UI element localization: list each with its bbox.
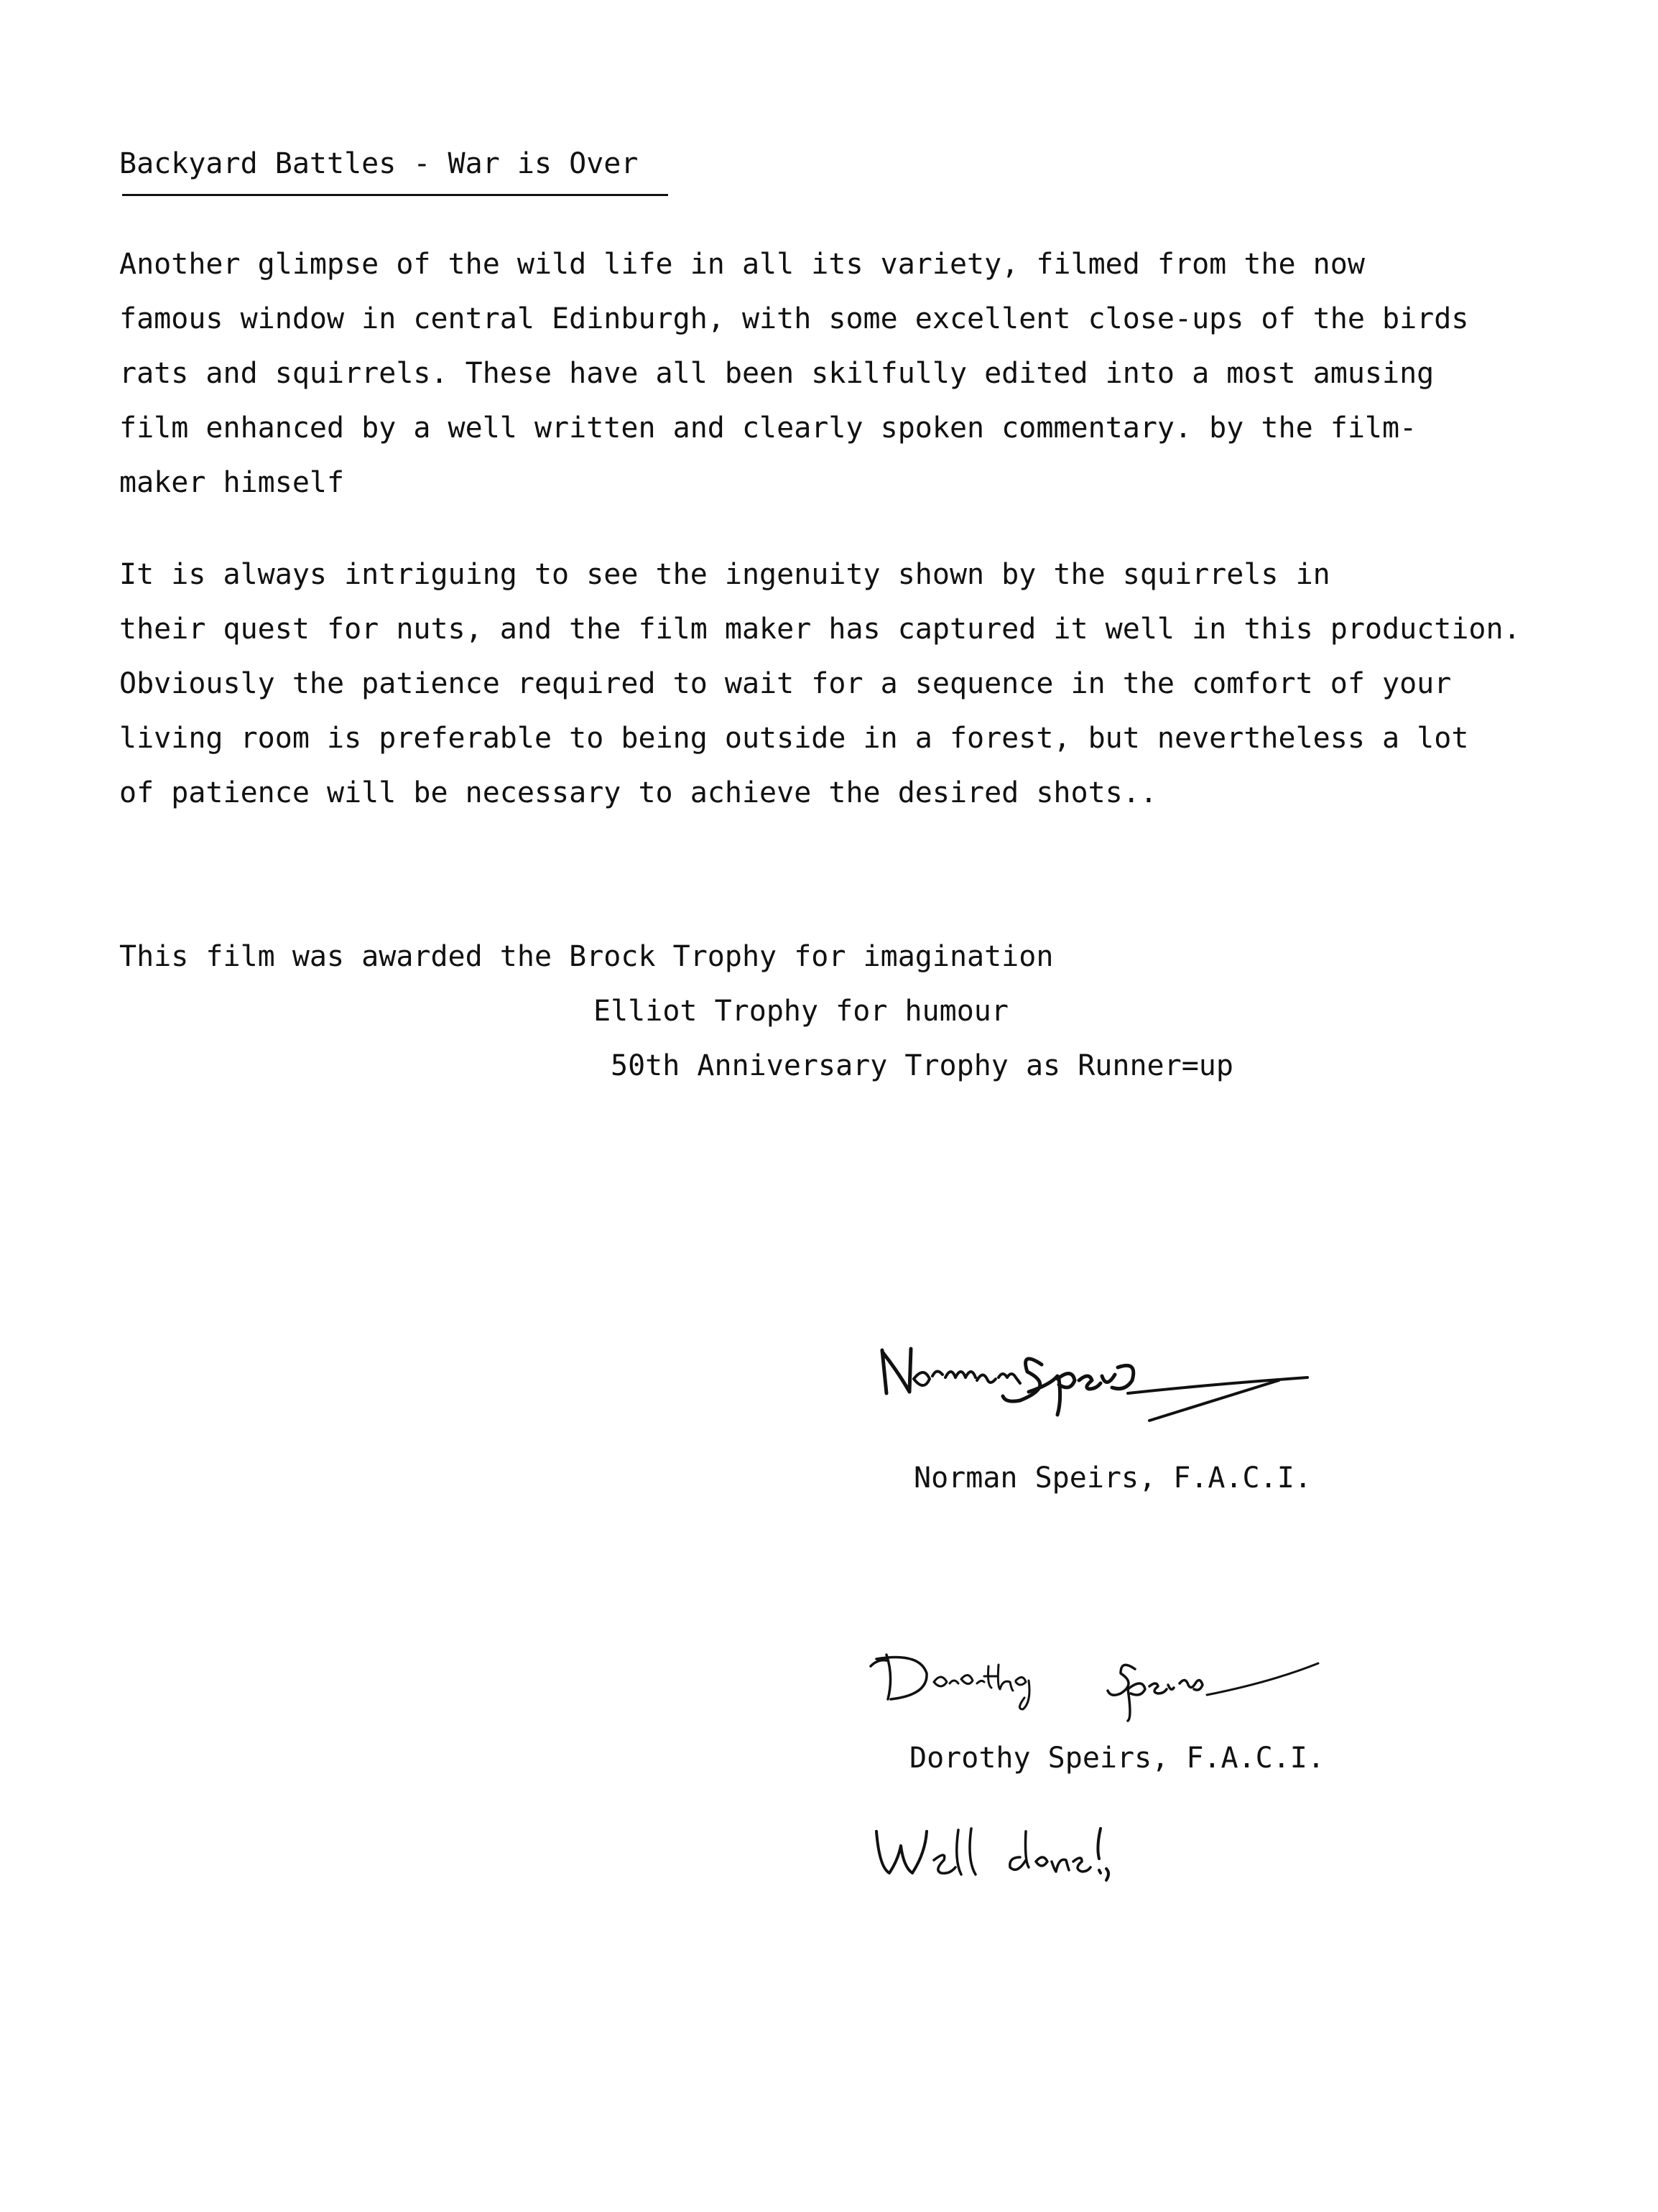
award-line-elliot: Elliot Trophy for humour	[593, 995, 1009, 1028]
paragraph2-line: It is always intriguing to see the ingenuity shown by the squirrels in	[119, 558, 1330, 591]
award-line-brock: This film was awarded the Brock Trophy for imagination	[119, 940, 1054, 973]
paragraph2-line: their quest for nuts, and the film maker has captured it well in this production.	[119, 613, 1521, 646]
document-title: Backyard Battles - War is Over	[119, 147, 639, 180]
dorothy-signature	[869, 1645, 1329, 1731]
paragraph2-line: Obviously the patience required to wait for a sequence in the comfort of your	[119, 667, 1452, 700]
norman-name: Norman Speirs, F.A.C.I.	[914, 1462, 1312, 1495]
paragraph2-line: living room is preferable to being outside in a forest, but nevertheless a lot	[119, 722, 1469, 755]
norman-signature	[876, 1336, 1322, 1436]
dorothy-name: Dorothy Speirs, F.A.C.I.	[909, 1742, 1325, 1775]
paragraph1-line: rats and squirrels. These have all been skilfully edited into a most amusing	[119, 357, 1435, 390]
paragraph1-line: Another glimpse of the wild life in all its variety, filmed from the now	[119, 248, 1365, 281]
paragraph2-line: of patience will be necessary to achieve the desired shots..	[119, 776, 1157, 809]
title-underline	[122, 194, 668, 196]
handwritten-note-well-done	[869, 1817, 1171, 1910]
paragraph1-line: famous window in central Edinburgh, with some excellent close-ups of the birds	[119, 302, 1469, 335]
award-line-anniversary: 50th Anniversary Trophy as Runner=up	[611, 1049, 1233, 1082]
paragraph1-line: maker himself	[119, 466, 345, 499]
paragraph1-line: film enhanced by a well written and clearly spoken commentary. by the film-	[119, 412, 1417, 445]
